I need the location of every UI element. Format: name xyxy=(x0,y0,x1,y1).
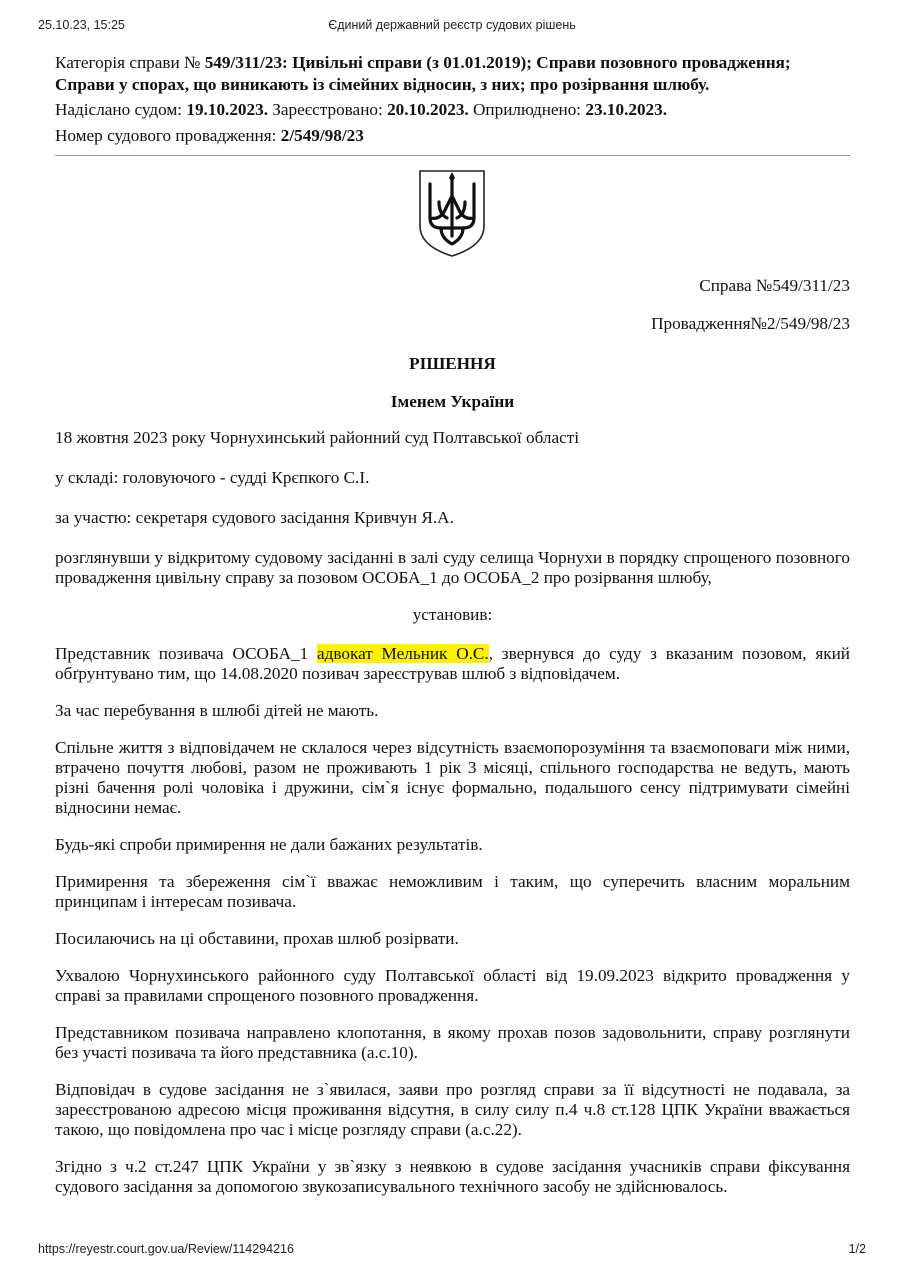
decision-heading: РІШЕННЯ xyxy=(409,354,496,373)
highlighted-lawyer: адвокат Мельник О.С. xyxy=(317,644,489,663)
sent-date: 19.10.2023. xyxy=(186,100,268,119)
browser-header xyxy=(38,18,866,34)
document-body xyxy=(55,276,850,1197)
page-title: Єдиний державний реєстр судових рішень xyxy=(328,18,576,32)
category-label: Категорія справи № xyxy=(55,53,205,72)
paragraph-4: Будь-які спроби примирення не дали бажаних результатів. xyxy=(55,835,483,854)
composition-paragraph: у складі: головуючого - судді Крєпкого С.І. xyxy=(55,468,370,487)
header-divider xyxy=(55,155,850,156)
proceeding-number xyxy=(55,125,850,147)
proceeding-label: Номер судового провадження: xyxy=(55,126,281,145)
paragraph-1 xyxy=(55,644,850,684)
proceeding-value: 2/549/98/23 xyxy=(280,126,364,145)
case-metadata xyxy=(55,52,850,147)
paragraph-8: Представником позивача направлено клопотання, в якому прохав позов задовольнити, справу розглянути без участі позивача та його представника (а.с.10). xyxy=(55,1023,850,1062)
page-url: https://reyestr.court.gov.ua/Review/114294216 xyxy=(38,1242,294,1256)
intro-paragraph: 18 жовтня 2023 року Чорнухинський районний суд Полтавської області xyxy=(55,428,580,447)
participation-paragraph: за участю: секретаря судового засідання Кривчун Я.А. xyxy=(55,508,454,527)
p1-text-start: Представник позивача ОСОБА_1 xyxy=(55,644,318,663)
case-dates xyxy=(55,99,850,121)
published-date: 23.10.2023. xyxy=(585,100,668,119)
case-category xyxy=(55,52,850,96)
paragraph-7: Ухвалою Чорнухинського районного суду Полтавської області від 19.09.2023 відкрито провадження у справі за правилами спрощеного позовного провадження. xyxy=(55,966,850,1005)
registered-label: Зареєстровано: xyxy=(268,100,388,119)
trident-emblem-icon xyxy=(417,168,487,258)
paragraph-6: Посилаючись на ці обставини, прохав шлюб розірвати. xyxy=(55,929,459,948)
paragraph-2: За час перебування в шлюбі дітей не мають. xyxy=(55,701,379,720)
sent-label: Надіслано судом: xyxy=(55,100,187,119)
considered-paragraph: розглянувши у відкритому судовому засіданні в залі суду селища Чорнухи в порядку спрощеного позовного провадження цивільну справу за позовом ОСОБА_1 до ОСОБА_2 про розірвання шлюбу, xyxy=(55,548,850,587)
case-number: Справа №549/311/23 xyxy=(699,276,850,295)
browser-footer xyxy=(38,1242,866,1258)
established-label: установив: xyxy=(412,605,493,624)
paragraph-5: Примирення та збереження сім`ї вважає неможливим і таким, що суперечить власним моральним принципам і інтересам позивача. xyxy=(55,872,850,911)
category-value: 549/311/23: Цивільні справи (з 01.01.2019); Справи позовного провадження; Справи у спорах, що виникають із сімейних відносин, з них; про розірвання шлюбу. xyxy=(55,53,791,94)
paragraph-9: Відповідач в судове засідання не з`явилася, заяви про розгляд справи за її відсутності не подавала, за зареєстрованою адресою місця проживання відсутня, в силу силу п.4 ч.8 ст.128 ЦПК України вважається такою, що повідомлена про час і місце розгляду справи (а.с.22). xyxy=(55,1080,850,1139)
decision-subheading: Іменем України xyxy=(390,392,515,411)
paragraph-3: Спільне життя з відповідачем не склалося через відсутність взаємопорозуміння та взаємоповаги між ними, втрачено почуття любові, разом не проживають 1 рік 3 місяці, спільного господарства не ведуть, мають різні бачення ролі чоловіка і дружини, сім`я існує формально, подальшого сенсу підтримувати сімейні відносини немає. xyxy=(55,738,850,817)
paragraph-10: Згідно з ч.2 ст.247 ЦПК України у зв`язку з неявкою в судове засідання учасників справи фіксування судового засідання за допомогою звукозаписувального технічного засобу не здійснювалось. xyxy=(55,1157,850,1196)
page-counter: 1/2 xyxy=(848,1242,866,1256)
p1-text-end: , звернувся до суду з вказаним позовом, який обґрунтувано тим, що 14.08.2020 позивач зареєстрував шлюб з відповідачем. xyxy=(55,644,850,683)
print-datetime: 25.10.23, 15:25 xyxy=(38,18,125,32)
proceeding-ref: Провадження№2/549/98/23 xyxy=(651,314,850,333)
published-label: Оприлюднено: xyxy=(468,100,586,119)
registered-date: 20.10.2023. xyxy=(387,100,469,119)
